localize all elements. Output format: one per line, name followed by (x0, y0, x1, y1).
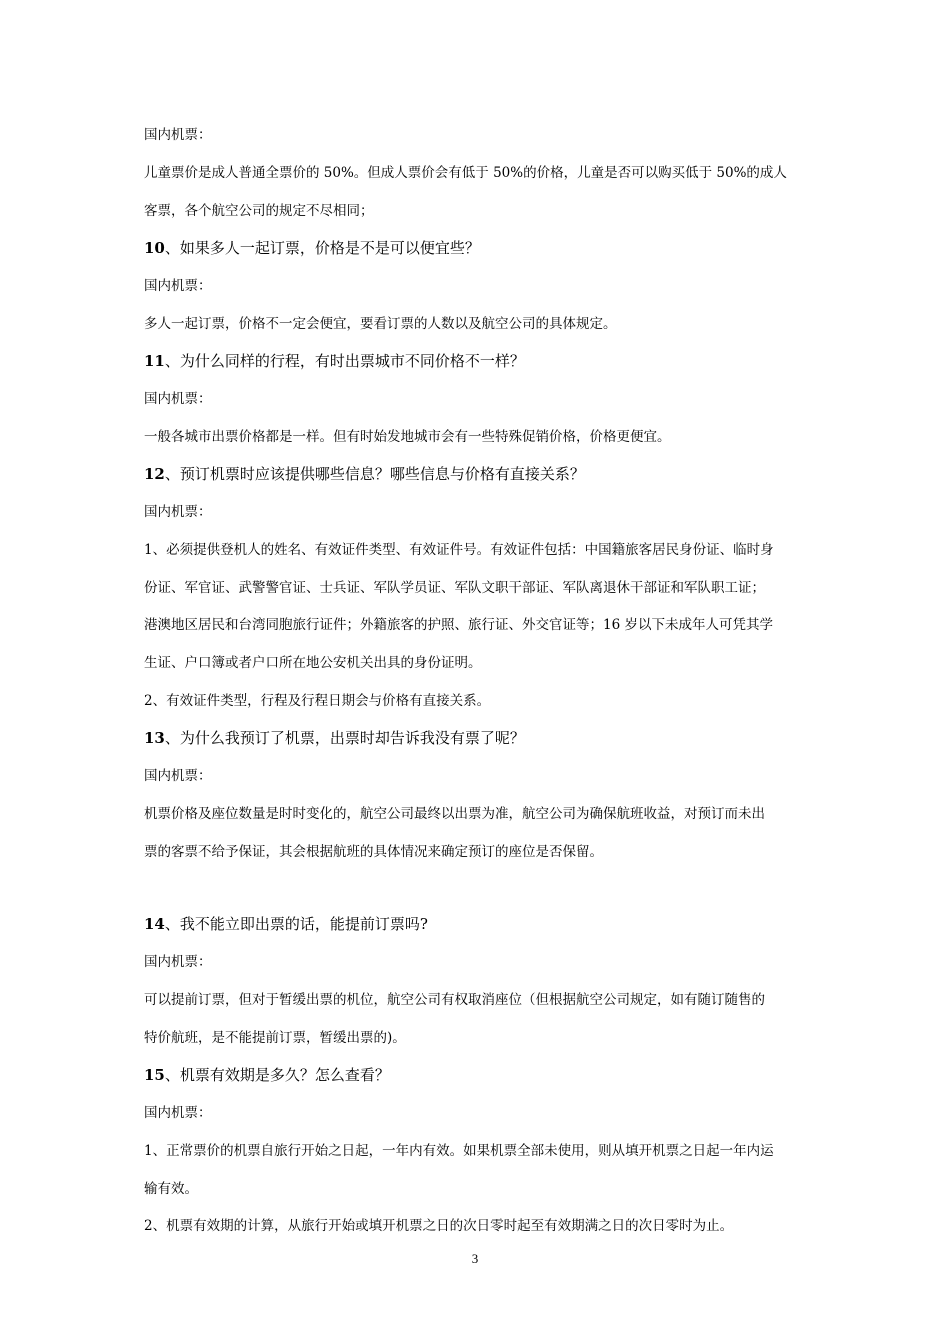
question-heading (144, 1066, 814, 1084)
paragraph-line: 输有效。 (144, 1181, 198, 1197)
question-number: 10 (144, 239, 165, 257)
section-label: 国内机票： (144, 1105, 212, 1121)
paragraph-line: 1、必须提供登机人的姓名、有效证件类型、有效证件号。有效证件包括：中国籍旅客居民身份证、临时身 (144, 542, 774, 558)
paragraph-line: 票的客票不给予保证，其会根据航班的具体情况来确定预订的座位是否保留。 (144, 844, 603, 860)
section-label: 国内机票： (144, 127, 212, 143)
question-text: 、预订机票时应该提供哪些信息？哪些信息与价格有直接关系？ (164, 465, 585, 483)
paragraph-line: 港澳地区居民和台湾同胞旅行证件；外籍旅客的护照、旅行证、外交官证等；16 岁以下未成年人可凭其学 (144, 617, 773, 633)
question-heading (144, 352, 814, 370)
paragraph-line: 机票价格及座位数量是时时变化的，航空公司最终以出票为准，航空公司为确保航班收益，对预订而未出 (144, 806, 765, 822)
page-number: 3 (471, 1251, 479, 1266)
section-label: 国内机票： (144, 954, 212, 970)
question-heading (144, 915, 814, 933)
paragraph-line: 客票，各个航空公司的规定不尽相同； (144, 203, 374, 219)
question-number: 14 (144, 915, 165, 933)
question-heading (144, 239, 814, 257)
question-text: 、我不能立即出票的话，能提前订票吗? (164, 915, 428, 933)
question-number: 13 (144, 729, 165, 747)
paragraph-line: 一般各城市出票价格都是一样。但有时始发地城市会有一些特殊促销价格，价格更便宜。 (144, 429, 671, 445)
paragraph-line: 可以提前订票，但对于暂缓出票的机位，航空公司有权取消座位（但根据航空公司规定，如有随订随售的 (144, 992, 765, 1008)
question-text: 、为什么我预订了机票，出票时却告诉我没有票了呢？ (164, 729, 525, 747)
question-number: 11 (144, 352, 165, 370)
paragraph-line: 特价航班，是不能提前订票，暂缓出票的)。 (144, 1030, 406, 1046)
paragraph-line: 2、有效证件类型，行程及行程日期会与价格有直接关系。 (144, 693, 491, 709)
question-text: 、机票有效期是多久？怎么查看？ (164, 1066, 390, 1084)
paragraph-line: 生证、户口簿或者户口所在地公安机关出具的身份证明。 (144, 655, 482, 671)
paragraph-line: 儿童票价是成人普通全票价的 50%。但成人票价会有低于 50%的价格，儿童是否可以购买低于 50%的成人 (144, 165, 787, 181)
question-text: 、如果多人一起订票，价格是不是可以便宜些？ (164, 239, 480, 257)
paragraph-line: 2、机票有效期的计算，从旅行开始或填开机票之日的次日零时起至有效期满之日的次日零时为止。 (144, 1218, 734, 1234)
section-label: 国内机票： (144, 504, 212, 520)
section-label: 国内机票： (144, 278, 212, 294)
section-label: 国内机票： (144, 391, 212, 407)
question-heading (144, 465, 814, 483)
question-number: 12 (144, 465, 165, 483)
paragraph-line: 1、正常票价的机票自旅行开始之日起，一年内有效。如果机票全部未使用，则从填开机票之日起一年内运 (144, 1143, 774, 1159)
paragraph-line: 多人一起订票，价格不一定会便宜，要看订票的人数以及航空公司的具体规定。 (144, 316, 617, 332)
paragraph-line: 份证、军官证、武警警官证、士兵证、军队学员证、军队文职干部证、军队离退休干部证和军队职工证； (144, 580, 765, 596)
question-heading (144, 729, 814, 747)
question-text: 、为什么同样的行程，有时出票城市不同价格不一样？ (164, 352, 525, 370)
section-label: 国内机票： (144, 768, 212, 784)
question-number: 15 (144, 1066, 165, 1084)
